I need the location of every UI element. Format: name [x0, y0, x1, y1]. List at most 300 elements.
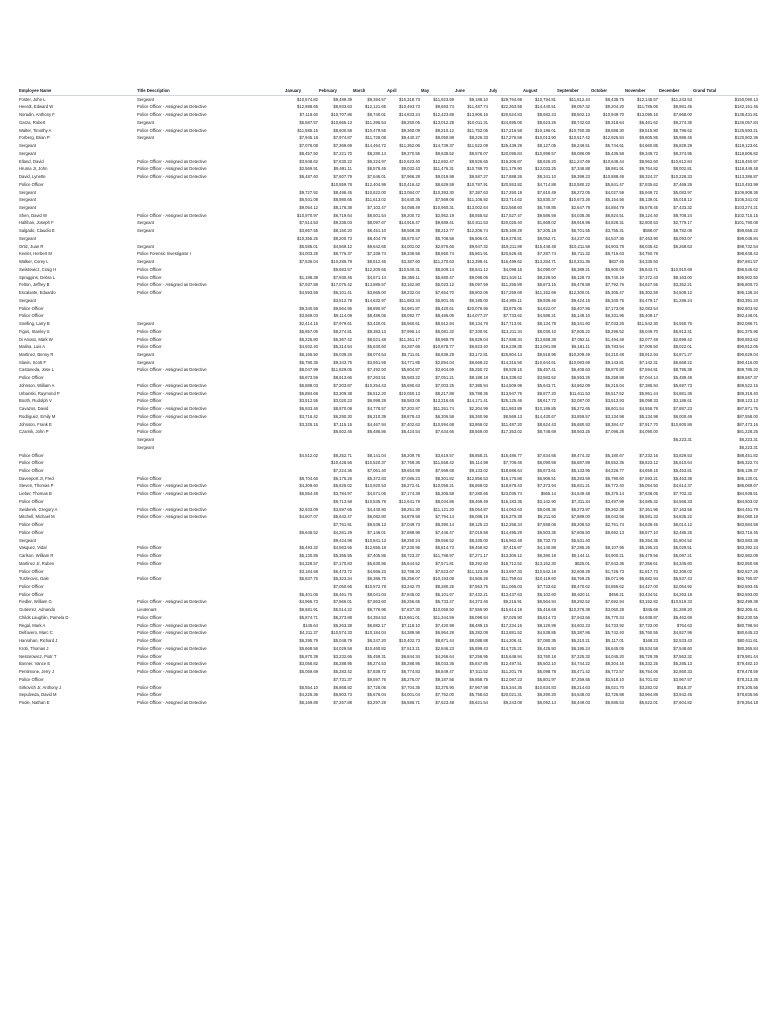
cell-february: $8,252.71 [333, 452, 352, 458]
cell-january: $5,780.35 [299, 359, 318, 365]
cell-august: $6,906.51 [537, 475, 556, 481]
cell-october: $6,645.05 [605, 645, 624, 651]
cell-september: $3,859.57 [571, 413, 590, 419]
cell-november: $9,805.85 [639, 135, 658, 141]
cell-august: $8,030.10 [537, 328, 556, 334]
cell-march: $3,297.29 [367, 700, 386, 706]
cell-june: $6,858.76 [469, 676, 488, 682]
cell-employee-name: Sergeant [19, 143, 36, 149]
cell-employee-name: Noradin, Anthony F [19, 112, 55, 118]
table-row [19, 591, 759, 599]
cell-october: $4,027.59 [605, 189, 624, 195]
cell-may: $7,446.47 [435, 529, 454, 535]
cell-october: $4,884.79 [605, 205, 624, 211]
cell-july: $7,706.46 [503, 460, 522, 466]
cell-june: $8,569.00 [469, 429, 488, 435]
cell-april: $8,251.30 [401, 506, 420, 512]
cell-employee-name: Delfavero, Marc C [19, 630, 53, 636]
cell-april: $9,440.27 [401, 135, 420, 141]
cell-february: $8,600.58 [333, 127, 352, 133]
cell-october: $5,435.58 [605, 150, 624, 156]
cell-september: $5,144.11 [571, 553, 590, 559]
cell-july: $3,875.05 [503, 305, 522, 311]
table-row [19, 250, 759, 258]
cell-october: $4,858.62 [605, 584, 624, 589]
cell-july: $13,881.52 [501, 630, 522, 636]
cell-june: $6,788.35 [469, 390, 488, 396]
cell-june: $6,823.40 [469, 344, 488, 350]
cell-december: $5,093.07 [673, 235, 692, 241]
cell-november: $4,638.45 [639, 522, 658, 528]
cell-june: $2,304.99 [469, 406, 488, 412]
cell-grand-total: $99,048.84 [737, 235, 758, 241]
cell-november: $2,800.53 [639, 220, 658, 226]
cell-april: $4,879.58 [401, 514, 420, 520]
cell-november: $7,835.62 [639, 181, 658, 187]
cell-may: $8,301.82 [435, 475, 454, 481]
cell-june: $9,469.49 [469, 498, 488, 504]
cell-april: $6,774.83 [401, 669, 420, 675]
cell-title-description: Police Officer - Assigned as Detective [137, 127, 207, 133]
cell-may: $8,849.47 [435, 669, 454, 675]
cell-january: $7,945.18 [299, 135, 318, 141]
cell-august: $10,644.61 [535, 359, 556, 365]
cell-may: $7,569.06 [435, 197, 454, 203]
cell-title-description: Police Officer - Assigned as Detective [137, 645, 207, 651]
cell-september: $7,325.32 [571, 653, 590, 659]
cell-february: $3,232.66 [333, 653, 352, 659]
cell-march: $10,479.55 [365, 127, 386, 133]
table-row [19, 482, 759, 490]
cell-february: $6,713.58 [333, 498, 352, 504]
cell-november: $12,145.57 [637, 96, 658, 102]
cell-employee-name: Heerdt, Edward W [19, 104, 54, 110]
cell-october: $4,733.92 [605, 622, 624, 628]
cell-employee-name: Sergeant [19, 197, 36, 203]
cell-july: $29,764.69 [501, 96, 522, 102]
cell-february: $5,355.55 [333, 553, 352, 559]
table-row [19, 637, 759, 645]
cell-june: $20,076.96 [467, 305, 488, 311]
cell-may: $7,003.25 [435, 382, 454, 388]
cell-title-description: Police Officer - Assigned as Detective [137, 174, 207, 180]
cell-may: $12,423.89 [433, 112, 454, 118]
cell-august: $9,682.23 [537, 112, 556, 118]
cell-title-description [137, 591, 285, 599]
cell-january [285, 266, 319, 274]
cell-september: $4,549.48 [571, 491, 590, 497]
cell-august: $6,502.10 [537, 661, 556, 667]
cell-january: $6,931.08 [299, 197, 318, 203]
cell-employee-name: Carlson, William R [19, 553, 54, 559]
cell-august: $8,617.72 [537, 398, 556, 404]
cell-grand-total: $84,451.79 [737, 506, 758, 512]
cell-march: $9,642.65 [367, 243, 386, 249]
cell-employee-name: Hruma Jr, John [19, 166, 48, 172]
cell-december: $7,604.82 [673, 700, 692, 706]
cell-grand-total: $95,138.34 [737, 290, 758, 296]
cell-july: $17,713.91 [501, 321, 522, 327]
cell-october [591, 537, 625, 545]
table-row [19, 622, 759, 630]
cell-january: $4,211.37 [299, 630, 318, 636]
cell-september: $6,449.03 [571, 700, 590, 706]
cell-march: $6,082.80 [367, 514, 386, 520]
table-row [19, 158, 759, 166]
cell-may: $8,217.88 [435, 390, 454, 396]
cell-january: $6,681.91 [299, 607, 318, 613]
cell-title-description [137, 181, 285, 189]
cell-grand-total: $81,228.25 [737, 429, 758, 435]
table-row [19, 289, 759, 297]
cell-july: $17,588.34 [501, 336, 522, 342]
cell-title-description: Police Officer - Assigned as Detective [137, 166, 207, 172]
cell-august: $6,503.35 [537, 529, 556, 535]
cell-february: $7,115.15 [333, 421, 352, 427]
cell-grand-total: $138,431.81 [734, 112, 758, 118]
cell-title-description: Police Officer [137, 475, 162, 481]
cell-grand-total: $90,812.05 [737, 344, 758, 350]
table-row [19, 560, 759, 568]
cell-may: $6,814.73 [435, 545, 454, 551]
cell-april: $7,049.73 [401, 522, 420, 528]
cell-august: $8,127.05 [537, 143, 556, 149]
cell-title-description [137, 297, 285, 305]
cell-september: $9,474.32 [571, 452, 590, 458]
cell-july: $18,486.77 [501, 452, 522, 458]
cell-april: $14,916.47 [399, 220, 420, 226]
cell-december: $5,285.13 [673, 661, 692, 667]
cell-august: $5,416.68 [537, 607, 556, 613]
cell-june: $8,555.52 [469, 212, 488, 218]
cell-may: $7,523.67 [435, 568, 454, 574]
cell-february: $6,367.42 [333, 336, 352, 342]
cell-december: $4,871.27 [673, 351, 692, 357]
cell-june: $11,522.09 [467, 143, 488, 149]
cell-december: $5,986.45 [673, 135, 692, 141]
cell-employee-name: Di Amato, Mark W [19, 336, 53, 342]
cell-july: $25,169.29 [501, 228, 522, 234]
cell-july: $9,216.91 [503, 599, 522, 605]
cell-january: $5,857.06 [299, 328, 318, 334]
cell-july: $22,568.60 [501, 205, 522, 211]
cell-october: $5,783.54 [605, 344, 624, 350]
cell-july: $21,179.90 [501, 166, 522, 172]
cell-october: $6,601.54 [605, 406, 624, 412]
cell-september: $10,580.22 [569, 181, 590, 187]
cell-january: $3,325.15 [299, 421, 318, 427]
cell-december: $5,018.12 [673, 197, 692, 203]
cell-april: $7,174.39 [401, 491, 420, 497]
cell-grand-total: $89,587.37 [737, 375, 758, 381]
cell-employee-name: Swiderek, Gregory A [19, 506, 58, 512]
cell-september: $9,424.15 [571, 297, 590, 303]
table-row [19, 196, 759, 204]
cell-june: $11,752.05 [467, 127, 488, 133]
cell-may: $6,306.58 [435, 413, 454, 419]
cell-title-description [137, 583, 285, 591]
cell-october: $6,685.53 [605, 700, 624, 706]
cell-august: $14,440.51 [535, 104, 556, 110]
cell-may: $8,871.44 [435, 638, 454, 644]
table-row [19, 297, 759, 305]
cell-may: $8,509.14 [435, 266, 454, 272]
cell-march: $10,520.37 [365, 460, 386, 466]
cell-may: $10,594.68 [433, 421, 454, 427]
cell-july: $14,315.56 [501, 359, 522, 365]
cell-march: $5,372.83 [367, 475, 386, 481]
cell-december: $5,268.63 [673, 243, 692, 249]
cell-april: $7,769.36 [401, 460, 420, 466]
cell-february: $4,563.55 [333, 545, 352, 551]
cell-title-description: Police Officer - Assigned as Detective [137, 212, 207, 218]
cell-title-description: Police Officer [137, 684, 162, 690]
cell-november: $8,912.94 [639, 351, 658, 357]
cell-title-description [137, 374, 285, 382]
cell-january [285, 436, 319, 444]
cell-may: $10,058.21 [433, 483, 454, 489]
cell-february: $6,868.82 [333, 684, 352, 690]
cell-august: $6,873.15 [537, 282, 556, 288]
cell-march: $7,492.50 [367, 367, 386, 373]
cell-september: $9,086.09 [571, 150, 590, 156]
cell-october: $6,215.04 [605, 382, 624, 388]
cell-october: $8,870.80 [605, 367, 624, 373]
cell-january [285, 537, 319, 545]
cell-july: $22,363.59 [501, 104, 522, 110]
cell-april: $9,654.98 [401, 467, 420, 473]
cell-august: $6,425.50 [537, 645, 556, 651]
cell-december: $10,228.33 [671, 174, 692, 180]
cell-january [285, 583, 319, 591]
cell-december: $5,087.21 [673, 553, 692, 559]
cell-grand-total: $97,681.57 [737, 259, 758, 265]
cell-grand-total: $92,448.01 [737, 313, 758, 319]
cell-april: $7,704.35 [401, 684, 420, 690]
cell-employee-name: Malina, Luis A [19, 344, 46, 350]
cell-title-description [137, 189, 285, 197]
cell-january: $5,668.56 [299, 645, 318, 651]
cell-may: $5,101.67 [435, 591, 454, 597]
cell-may: $10,058.50 [433, 607, 454, 613]
cell-title-description: Police Officer - Assigned as Detective [137, 700, 207, 706]
cell-september: $7,311.34 [571, 498, 590, 504]
cell-december: $2,533.43 [673, 638, 692, 644]
cell-march: $8,521.48 [367, 336, 386, 342]
cell-title-description: Police Officer [137, 545, 162, 551]
cell-january: $9,727.92 [299, 189, 318, 195]
column-header-march: March [353, 88, 366, 93]
cell-june: $7,432.21 [469, 591, 488, 597]
cell-march: $7,405.86 [367, 553, 386, 559]
cell-december: $4,550.76 [673, 321, 692, 327]
cell-november: $7,044.14 [639, 375, 658, 381]
cell-september: $6,214.63 [571, 684, 590, 690]
cell-april: $11,351.17 [399, 336, 420, 342]
cell-grand-total: $82,305.41 [737, 607, 758, 613]
cell-october: $7,033.26 [605, 321, 624, 327]
cell-march: $4,440.80 [367, 506, 386, 512]
cell-september: $9,399.23 [571, 174, 590, 180]
cell-november: $11,542.30 [637, 321, 658, 327]
cell-employee-name: Police Officer [19, 313, 44, 319]
cell-june: $8,188.18 [469, 375, 488, 381]
cell-november: $3,434.51 [639, 591, 658, 597]
cell-employee-name: Hanrahan, Richard J [19, 638, 58, 644]
cell-grand-total: $93,391.23 [737, 297, 758, 303]
cell-february: $9,424.98 [333, 537, 352, 543]
cell-grand-total: $79,478.59 [737, 669, 758, 675]
cell-january: $12,988.65 [297, 104, 318, 110]
cell-august: $1,669.02 [537, 220, 556, 226]
cell-september: $4,038.36 [571, 212, 590, 218]
cell-grand-total: $90,629.04 [737, 351, 758, 357]
cell-august: $10,196.01 [535, 127, 556, 133]
cell-july: $16,962.48 [501, 537, 522, 543]
cell-december: $7,469.29 [673, 181, 692, 187]
cell-title-description: Police Officer [137, 328, 162, 334]
cell-grand-total: $79,482.10 [737, 661, 758, 667]
column-header-january: January [285, 88, 302, 93]
cell-november: $4,427.00 [639, 584, 658, 589]
cell-september: $9,057.32 [571, 104, 590, 110]
cell-october: $8,438.75 [605, 96, 624, 102]
cell-march: $6,274.53 [367, 661, 386, 667]
cell-march: $8,074.54 [367, 351, 386, 357]
table-row [19, 305, 759, 313]
cell-february: $7,221.70 [333, 150, 352, 156]
cell-june: $5,899.43 [469, 645, 488, 651]
cell-may: $8,280.26 [435, 584, 454, 589]
cell-july: $11,065.03 [501, 584, 522, 589]
cell-grand-total: $125,593.21 [734, 127, 758, 133]
cell-november: $4,335.50 [639, 259, 658, 265]
table-row [19, 219, 759, 227]
cell-march: $5,630.86 [367, 560, 386, 566]
cell-april: $7,118.10 [401, 622, 420, 628]
cell-march: $7,863.60 [367, 599, 386, 605]
cell-august: $14,430.67 [535, 413, 556, 419]
cell-employee-name: Police Officer [19, 584, 44, 589]
cell-may: $2,894.04 [435, 359, 454, 365]
cell-june: $12,206.74 [467, 228, 488, 234]
cell-april: $6,560.61 [401, 321, 420, 327]
cell-january: $5,130.85 [299, 553, 318, 559]
cell-february: $8,613.66 [333, 375, 352, 381]
cell-january: $5,873.59 [299, 375, 318, 381]
cell-june: $4,566.26 [469, 576, 488, 582]
cell-employee-name: Slavin, Scott F [19, 359, 46, 365]
cell-september: $8,742.63 [571, 119, 590, 125]
cell-november: $5,049.70 [639, 328, 658, 334]
cell-july: $20,025.40 [501, 220, 522, 226]
cell-october: $12,925.84 [603, 135, 624, 141]
cell-june: $11,487.74 [467, 104, 488, 110]
cell-august: $7,558.06 [537, 522, 556, 528]
cell-title-description: Sergeant [137, 444, 154, 450]
cell-may: $7,420.98 [435, 622, 454, 628]
cell-august: $10,794.81 [535, 96, 556, 102]
cell-march: $6,512.20 [367, 390, 386, 396]
cell-grand-total: $118,449.48 [735, 166, 758, 172]
cell-employee-name: Police Officer [19, 305, 44, 311]
column-header-may: May [421, 88, 430, 93]
cell-september: $8,208.53 [571, 522, 590, 528]
cell-february: $5,323.34 [333, 576, 352, 582]
table-row [19, 436, 759, 444]
cell-march: $7,061.40 [367, 467, 386, 473]
cell-july: $13,437.63 [501, 591, 522, 597]
cell-title-description [137, 498, 285, 506]
cell-december: $2,054.92 [673, 584, 692, 589]
cell-february: $10,707.86 [331, 112, 352, 118]
cell-december: $2,485.25 [673, 529, 692, 535]
cell-march: $8,041.04 [367, 591, 386, 597]
cell-august: $7,287.74 [537, 251, 556, 257]
cell-april: $8,092.77 [401, 313, 420, 319]
cell-january: $7,076.08 [299, 143, 318, 149]
cell-january: $4,932.40 [299, 344, 318, 350]
cell-december: $4,566.33 [673, 498, 692, 504]
cell-august: $7,610.49 [537, 189, 556, 195]
cell-july [489, 436, 523, 444]
cell-employee-name: Pentimone, Jerry J [19, 669, 54, 675]
cell-january: $6,487.60 [299, 174, 318, 180]
cell-july: $14,495.29 [501, 529, 522, 535]
cell-december: $9,274.35 [673, 119, 692, 125]
cell-june: $6,868.02 [469, 483, 488, 489]
cell-may: $11,344.59 [433, 614, 454, 620]
cell-grand-total: $89,318.40 [737, 390, 758, 396]
cell-january: $6,225.80 [299, 336, 318, 342]
cell-december: $3,967.57 [673, 676, 692, 682]
cell-title-description: Police Officer [137, 614, 162, 620]
cell-july: $16,206.87 [501, 158, 522, 164]
cell-november: $6,098.33 [639, 398, 658, 404]
cell-november: $6,035.42 [639, 243, 658, 249]
cell-august: $9,048.35 [537, 506, 556, 512]
cell-december: $6,223.31 [673, 437, 692, 443]
cell-may: $5,680.47 [435, 274, 454, 280]
cell-november: $9,515.80 [639, 127, 658, 133]
cell-august: $13,033.25 [535, 166, 556, 172]
cell-june: $9,458.82 [469, 545, 488, 551]
cell-october: $8,981.91 [605, 166, 624, 172]
column-header-employee-name: Employee Name [19, 88, 52, 93]
cell-employee-name: Lieber, Thomas B [19, 491, 52, 497]
cell-grand-total: $78,313.35 [737, 676, 758, 682]
cell-february: $7,050.66 [333, 584, 352, 589]
cell-march: $3,551.59 [367, 359, 386, 365]
cell-october: $5,296.52 [605, 328, 624, 334]
cell-june: $10,011.31 [467, 119, 488, 125]
cell-august: $13,284.71 [535, 259, 556, 265]
cell-october: $6,384.47 [605, 421, 624, 427]
cell-november: $8,962.60 [639, 158, 658, 164]
table-row [19, 490, 759, 498]
cell-october: $837.45 [608, 259, 624, 265]
cell-september: $6,273.97 [571, 506, 590, 512]
cell-grand-total: $82,499.38 [737, 599, 758, 605]
cell-may: $7,523.48 [435, 700, 454, 706]
cell-march: $11,728.08 [365, 135, 386, 141]
cell-grand-total: $86,130.01 [737, 475, 758, 481]
cell-september: $7,348.88 [571, 166, 590, 172]
cell-may: $8,629.59 [435, 181, 454, 187]
table-row [19, 235, 759, 243]
cell-august: $10,634.83 [535, 684, 556, 690]
table-row [19, 452, 759, 460]
